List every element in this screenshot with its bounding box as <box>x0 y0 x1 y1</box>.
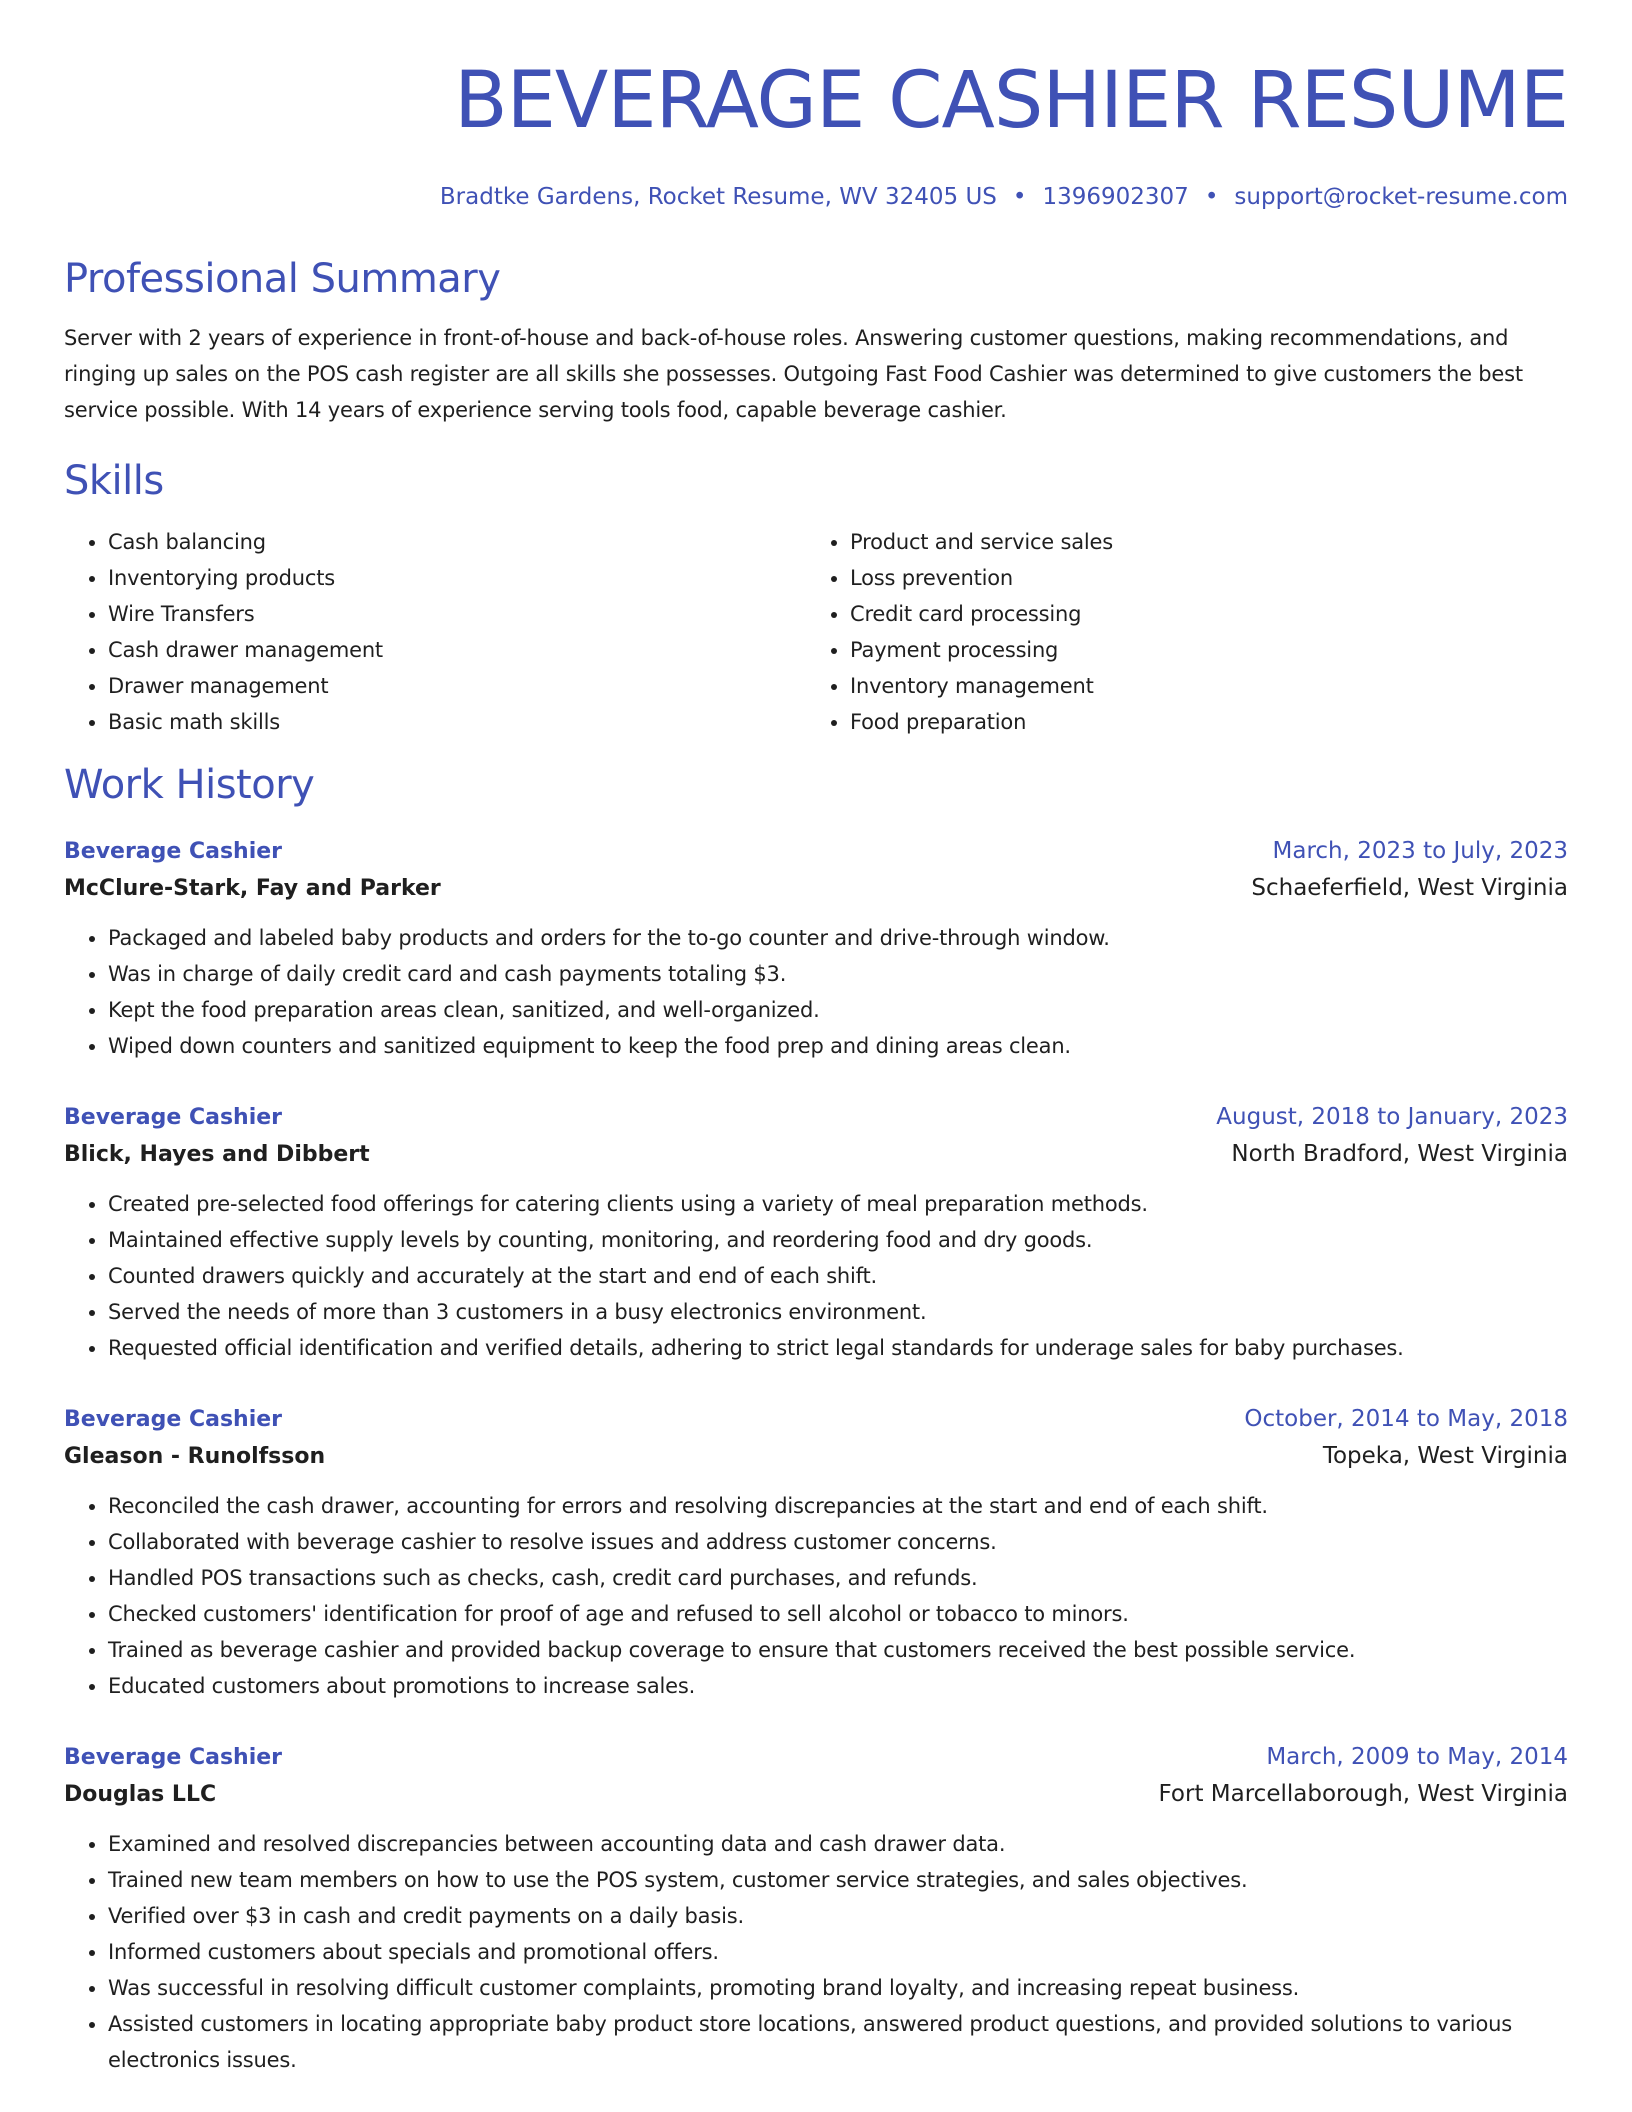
job-bullet: • Reconciled the cash drawer, accounting for errors and resolving discrepancies at the start and end of each shift. <box>108 1488 1568 1524</box>
job-company: Blick, Hayes and Dibbert <box>64 1142 370 1167</box>
resume-title: BEVERAGE CASHIER RESUME <box>454 56 1568 146</box>
job-bullet: • Was successful in resolving difficult customer complaints, promoting brand loyalty, and increasing repeat business. <box>108 1970 1568 2006</box>
contact-separator: • <box>1204 184 1219 210</box>
skill-item: • Cash balancing <box>108 524 806 560</box>
job-title: Beverage Cashier <box>64 839 283 864</box>
job-location: Topeka, West Virginia <box>1322 1443 1568 1469</box>
job-bullets <box>64 920 1568 1064</box>
job-bullet: • Served the needs of more than 3 customers in a busy electronics environment. <box>108 1294 1568 1330</box>
job-bullet: • Was in charge of daily credit card and cash payments totaling $3. <box>108 956 1568 992</box>
job-bullet: • Kept the food preparation areas clean, sanitized, and well-organized. <box>108 992 1568 1028</box>
summary-text: Server with 2 years of experience in front-of-house and back-of-house roles. Answering customer questions, making recommendations, and ringing up sales on the POS cash register are all skills she possesses. Outgoing Fast Food Cashier was determined to give customers the best service possible. With 14 years of experience serving tools food, capable beverage cashier. <box>64 326 1523 422</box>
skills-heading: Skills <box>64 458 164 504</box>
job-bullet: • Informed customers about specials and promotional offers. <box>108 1934 1568 1970</box>
phone-text: 1396902307 <box>1042 184 1189 210</box>
job-bullet: • Handled POS transactions such as checks, cash, credit card purchases, and refunds. <box>108 1560 1568 1596</box>
skills-column-left <box>64 524 806 740</box>
job-bullets <box>64 1826 1568 2078</box>
job-entry <box>64 1402 1568 1704</box>
skills-list <box>64 524 1568 740</box>
job-bullets <box>64 1186 1568 1366</box>
job-entry <box>64 834 1568 1064</box>
skill-item: • Payment processing <box>850 632 1548 668</box>
job-title: Beverage Cashier <box>64 1745 283 1770</box>
job-bullet: • Assisted customers in locating appropriate baby product store locations, answered product questions, and provided solutions to various electronics issues. <box>108 2006 1568 2078</box>
skill-item: • Loss prevention <box>850 560 1548 596</box>
job-bullet: • Checked customers' identification for proof of age and refused to sell alcohol or tobacco to minors. <box>108 1596 1568 1632</box>
summary-heading: Professional Summary <box>64 256 501 302</box>
job-entry <box>64 1100 1568 1366</box>
job-dates: March, 2009 to May, 2014 <box>1266 1744 1568 1770</box>
skill-item: • Drawer management <box>108 668 806 704</box>
job-bullet: • Counted drawers quickly and accurately at the start and end of each shift. <box>108 1258 1568 1294</box>
job-company: Gleason - Runolfsson <box>64 1444 326 1469</box>
job-bullet: • Examined and resolved discrepancies between accounting data and cash drawer data. <box>108 1826 1568 1862</box>
contact-separator: • <box>1012 184 1027 210</box>
work-history-heading: Work History <box>64 762 315 808</box>
job-bullet: • Packaged and labeled baby products and orders for the to-go counter and drive-through window. <box>108 920 1568 956</box>
job-location: Fort Marcellaborough, West Virginia <box>1158 1781 1568 1807</box>
address-text: Bradtke Gardens, Rocket Resume, WV 32405 US <box>439 184 997 210</box>
job-bullet: • Trained new team members on how to use the POS system, customer service strategies, and sales objectives. <box>108 1862 1568 1898</box>
skill-item: • Wire Transfers <box>108 596 806 632</box>
email-link[interactable]: support@rocket-resume.com <box>1234 184 1568 210</box>
job-dates: October, 2014 to May, 2018 <box>1244 1406 1568 1432</box>
job-bullet: • Educated customers about promotions to increase sales. <box>108 1668 1568 1704</box>
skill-item: • Inventory management <box>850 668 1548 704</box>
skill-item: • Inventorying products <box>108 560 806 596</box>
skill-item: • Basic math skills <box>108 704 806 740</box>
job-title: Beverage Cashier <box>64 1407 283 1432</box>
resume-page <box>64 0 1568 2078</box>
skills-column-right <box>806 524 1548 740</box>
job-bullet: • Collaborated with beverage cashier to resolve issues and address customer concerns. <box>108 1524 1568 1560</box>
job-entry <box>64 1740 1568 2078</box>
job-bullet: • Verified over $3 in cash and credit payments on a daily basis. <box>108 1898 1568 1934</box>
job-bullets <box>64 1488 1568 1704</box>
job-bullet: • Trained as beverage cashier and provided backup coverage to ensure that customers received the best possible service. <box>108 1632 1568 1668</box>
job-company: McClure-Stark, Fay and Parker <box>64 876 441 901</box>
skill-item: • Product and service sales <box>850 524 1548 560</box>
job-bullet: • Maintained effective supply levels by counting, monitoring, and reordering food and dry goods. <box>108 1222 1568 1258</box>
job-bullet: • Wiped down counters and sanitized equipment to keep the food prep and dining areas clean. <box>108 1028 1568 1064</box>
job-location: Schaeferfield, West Virginia <box>1251 875 1568 901</box>
job-bullet: • Requested official identification and verified details, adhering to strict legal standards for underage sales for baby purchases. <box>108 1330 1568 1366</box>
job-title: Beverage Cashier <box>64 1105 283 1130</box>
skill-item: • Cash drawer management <box>108 632 806 668</box>
job-dates: March, 2023 to July, 2023 <box>1272 838 1568 864</box>
job-location: North Bradford, West Virginia <box>1231 1141 1568 1167</box>
job-company: Douglas LLC <box>64 1782 217 1807</box>
job-dates: August, 2018 to January, 2023 <box>1216 1104 1568 1130</box>
job-bullet: • Created pre-selected food offerings for catering clients using a variety of meal preparation methods. <box>108 1186 1568 1222</box>
skill-item: • Food preparation <box>850 704 1548 740</box>
skill-item: • Credit card processing <box>850 596 1548 632</box>
contact-line <box>64 182 1568 212</box>
